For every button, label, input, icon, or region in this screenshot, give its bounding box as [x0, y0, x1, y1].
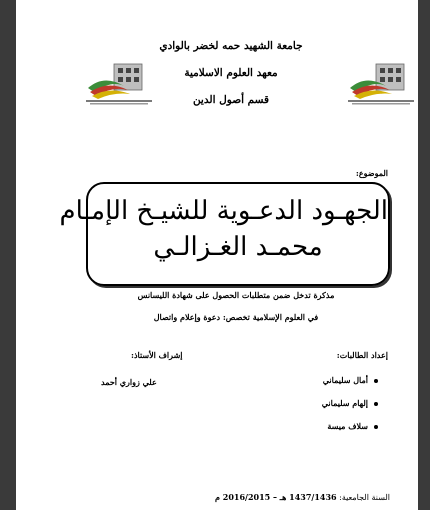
- academic-year: [215, 492, 390, 502]
- students-list: [322, 375, 378, 444]
- list-item: [322, 375, 378, 385]
- bullet-icon: [374, 402, 378, 406]
- degree-description: مذكرة تدخل ضمن متطلبات الحصول على شهادة الليسانس: [137, 290, 335, 300]
- university-logo-icon: [346, 58, 416, 108]
- subject-label: الموضوع:: [355, 168, 388, 178]
- student-name: أمال سليماني: [322, 375, 368, 385]
- academic-year-value: 1437/1436 هـ – 2016/2015 م: [215, 492, 337, 502]
- viewer-margin-left: [0, 0, 16, 510]
- viewer-margin-right: [418, 0, 430, 510]
- university-logo-icon: [84, 58, 154, 108]
- thesis-title-line2: محمـد الغـزالـي: [153, 232, 323, 262]
- thesis-title-line1: الجهـود الدعـوية للشيـخ الإمـام: [59, 196, 388, 226]
- student-name: سلاف ميسة: [327, 421, 368, 431]
- university-name: جامعة الشهيد حمه لخضر بالوادي: [159, 40, 303, 52]
- department-name: قسم أصول الدين: [192, 94, 270, 106]
- document-sheet: [16, 0, 418, 510]
- student-name: إلهام سليماني: [321, 398, 368, 408]
- bullet-icon: [374, 379, 378, 383]
- list-item: [322, 398, 378, 408]
- title-box: [59, 182, 390, 286]
- header: [156, 40, 306, 121]
- supervisor-label: إشراف الأستاذ:: [131, 350, 183, 360]
- institute-name: معهد العلوم الاسلامية: [184, 67, 278, 79]
- academic-year-label: السنة الجامعية:: [339, 493, 390, 502]
- supervisor-name: علي زواري أحمد: [101, 377, 157, 387]
- list-item: [322, 421, 378, 431]
- students-label: إعداد الطالبات:: [336, 350, 388, 360]
- specialization-description: في العلوم الإسلامية تخصص: دعوة وإعلام واتصال: [153, 312, 319, 322]
- bullet-icon: [374, 425, 378, 429]
